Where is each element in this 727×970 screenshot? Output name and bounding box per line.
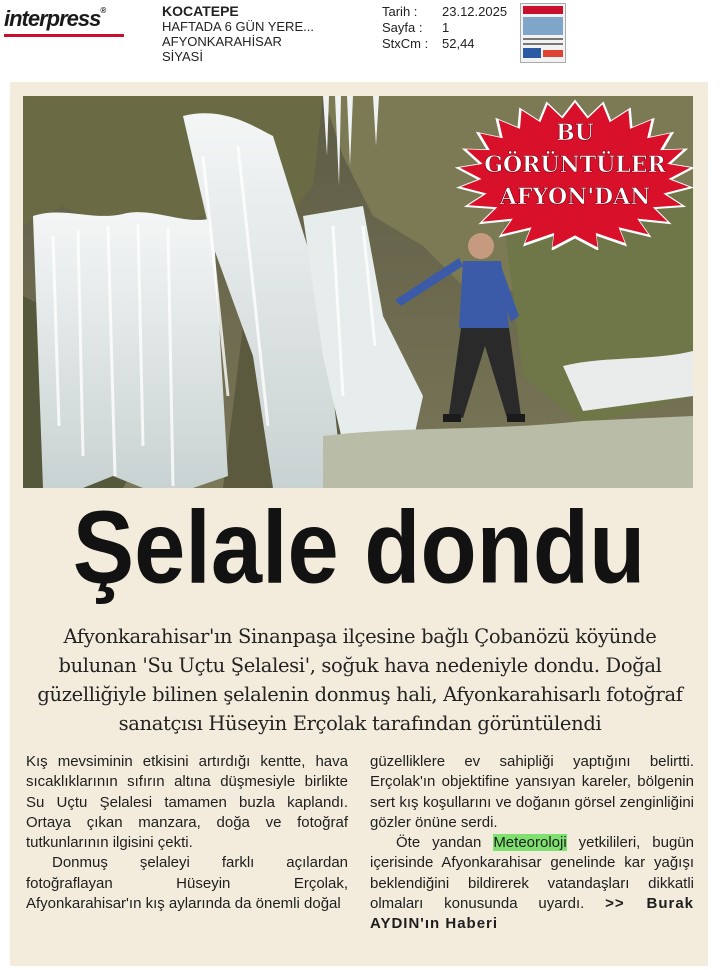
meta-date-value: 23.12.2025	[442, 4, 508, 19]
logo-underline	[4, 34, 124, 37]
page-thumbnail[interactable]	[520, 3, 566, 63]
body-column-1	[26, 752, 348, 914]
col2-paragraph-1: güzelliklere ev sahipliği yaptığını belirtti. Erçolak'ın objektifine yansıyan kareler, bölgenin sert kış koşullarını ve doğanın görsel zenginliğini gözler önüne serdi.	[370, 753, 694, 831]
badge-line-1: BU	[556, 120, 594, 146]
publication-frequency: HAFTADA 6 GÜN YERE...	[162, 19, 314, 34]
meta-page-value: 1	[442, 20, 450, 35]
publication-city: AFYONKARAHİSAR	[162, 34, 282, 49]
meta-page-label: Sayfa :	[382, 20, 423, 35]
meteoroloji-highlight: Meteoroloji	[493, 834, 567, 852]
publication-category: SİYASİ	[162, 49, 203, 64]
col1-paragraph-2: Donmuş şelaleyi farklı açılardan fotoğraflayan Hüseyin Erçolak, Afyonkarahisar'ın kış aylarında da önemli doğal	[26, 854, 348, 913]
body-column-2	[370, 752, 694, 935]
byline: >> Burak AYDIN'ın Haberi	[370, 895, 694, 933]
headline: Şelale dondu	[72, 490, 646, 606]
badge-line-3: AFYON'DAN	[499, 184, 651, 210]
meta-stxcm-value: 52,44	[442, 36, 475, 51]
badge-line-2: GÖRÜNTÜLER	[484, 152, 666, 178]
meta-stxcm-label: StxCm :	[382, 36, 429, 51]
publication-name: KOCATEPE	[162, 3, 239, 19]
article-spot: Afyonkarahisar'ın Sinanpaşa ilçesine bağlı Çobanözü köyünde bulunan 'Su Uçtu Şelalesi', soğuk hava nedeniyle dondu. Doğal güzelliğiyle bilinen şelalenin donmuş hali, Afyonkarahisarlı fotoğraf sanatçısı Hüseyin Erçolak tarafından görüntülendi	[37, 625, 683, 735]
interpress-logo: interpress®	[4, 6, 106, 31]
col2-paragraph-2: Öte yandan Meteoroloji yetkilileri, bugün içerisinde Afyonkarahisar genelinde kar yağışı beklendiğini bildirerek vatandaşları dikkatli olmaları konusunda uyardı. >> Burak AYDIN'ın Haberi	[370, 834, 694, 933]
news-clipping	[10, 82, 708, 966]
starburst-badge	[442, 88, 708, 250]
meta-date-label: Tarih :	[382, 4, 418, 19]
col1-paragraph-1: Kış mevsiminin etkisini artırdığı kentte, hava sıcaklıklarının sıfırın altına düşmesiyle birlikte Su Uçtu Şelalesi tamamen buzla kaplandı. Ortaya çıkan manzara, doğa ve fotoğraf tutkunlarının ilgisini çekti.	[26, 753, 348, 852]
